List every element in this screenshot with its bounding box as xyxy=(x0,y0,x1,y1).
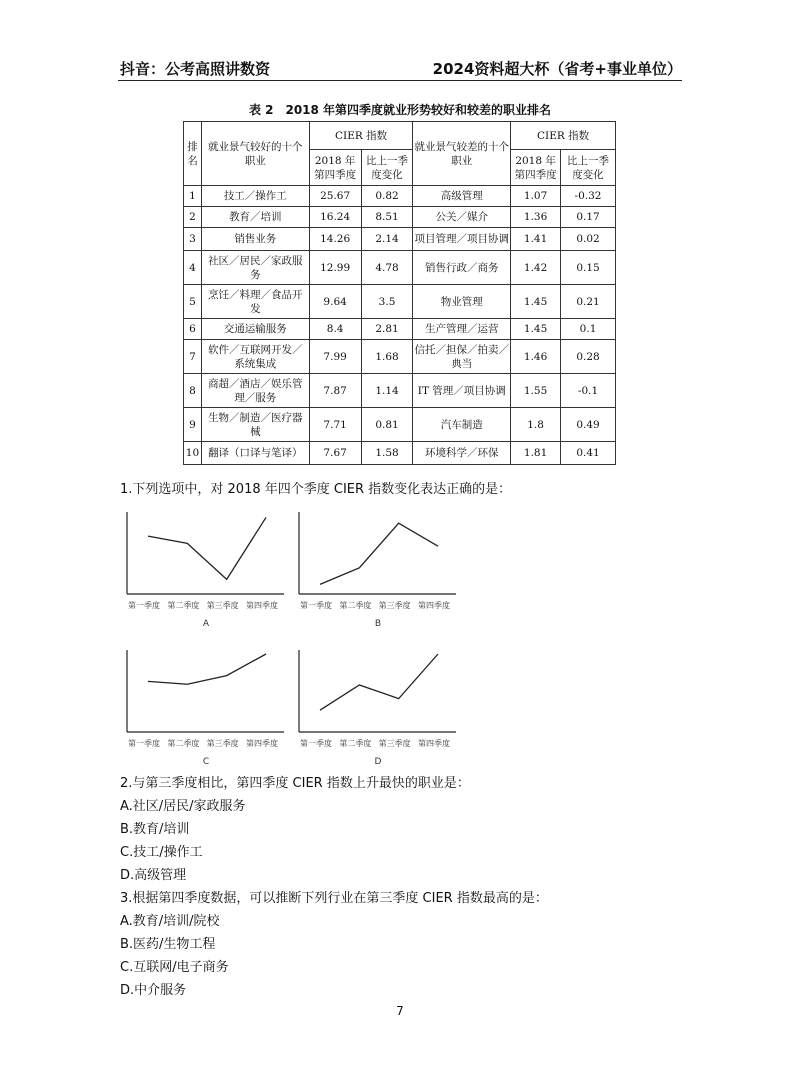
x-tick-label: 第四季度 xyxy=(418,739,450,748)
chart-label: A xyxy=(202,619,210,629)
table-row xyxy=(184,374,616,408)
x-tick-label: 第一季度 xyxy=(128,739,160,748)
table-row xyxy=(184,319,616,340)
good-change-cell: 1.14 xyxy=(361,374,413,408)
good-occupation-cell: 社区／居民／家政服务 xyxy=(201,251,309,285)
bad-change-cell: 0.41 xyxy=(561,442,616,465)
question-2: 2.与第三季度相比，第四季度 CIER 指数上升最快的职业是： xyxy=(120,776,470,791)
x-tick-label: 第三季度 xyxy=(206,739,239,748)
x-tick-label: 第三季度 xyxy=(206,601,239,610)
bad-index-cell: 1.42 xyxy=(511,251,561,285)
chart-label: C xyxy=(202,757,210,767)
col-2018q4-header: 2018 年第四季度 xyxy=(511,150,561,186)
ranking-table xyxy=(183,121,616,465)
bad-index-cell: 1.41 xyxy=(511,228,561,251)
q2-option-a[interactable]: A.社区/居民/家政服务 xyxy=(120,799,246,814)
q2-option-d[interactable]: D.高级管理 xyxy=(120,868,187,883)
q2-option-b[interactable]: B.教育/培训 xyxy=(120,822,190,837)
x-tick-label: 第四季度 xyxy=(418,601,450,610)
bad-occupation-cell: 项目管理／项目协调 xyxy=(413,228,511,251)
good-index-cell: 7.67 xyxy=(309,442,361,465)
chart-c xyxy=(118,646,298,772)
bad-index-cell: 1.36 xyxy=(511,207,561,228)
question-3: 3.根据第四季度数据，可以推断下列行业在第三季度 CIER 指数最高的是： xyxy=(120,891,548,906)
good-occupation-cell: 销售业务 xyxy=(201,228,309,251)
chart-a xyxy=(118,508,298,634)
x-tick-label: 第二季度 xyxy=(339,739,372,748)
x-tick-label: 第一季度 xyxy=(300,601,332,610)
good-change-cell: 2.14 xyxy=(361,228,413,251)
good-index-cell: 7.99 xyxy=(309,340,361,374)
bad-change-cell: 0.15 xyxy=(561,251,616,285)
good-change-cell: 4.78 xyxy=(361,251,413,285)
x-tick-label: 第四季度 xyxy=(246,739,278,748)
col-change-header: 比上一季度变化 xyxy=(561,150,616,186)
bad-index-cell: 1.55 xyxy=(511,374,561,408)
good-index-cell: 14.26 xyxy=(309,228,361,251)
header-right: 2024资料超大杯（省考+事业单位） xyxy=(432,60,682,78)
col-bad-header: 就业景气较差的十个职业 xyxy=(413,122,511,186)
bad-index-cell: 1.8 xyxy=(511,408,561,442)
bad-index-cell: 1.45 xyxy=(511,319,561,340)
bad-index-cell: 1.46 xyxy=(511,340,561,374)
rank-cell: 8 xyxy=(184,374,202,408)
good-occupation-cell: 交通运输服务 xyxy=(201,319,309,340)
x-tick-label: 第二季度 xyxy=(339,601,372,610)
bad-occupation-cell: IT 管理／项目协调 xyxy=(413,374,511,408)
bad-change-cell: -0.1 xyxy=(561,374,616,408)
table-title: 表 2 2018 年第四季度就业形势较好和较差的职业排名 xyxy=(248,103,552,117)
bad-occupation-cell: 销售行政／商务 xyxy=(413,251,511,285)
bad-change-cell: 0.28 xyxy=(561,340,616,374)
good-change-cell: 1.68 xyxy=(361,340,413,374)
bad-change-cell: 0.1 xyxy=(561,319,616,340)
header-rule xyxy=(118,80,682,81)
q3-option-d[interactable]: D.中介服务 xyxy=(120,983,187,998)
q3-option-a[interactable]: A.教育/培训/院校 xyxy=(120,914,220,929)
rank-cell: 10 xyxy=(184,442,202,465)
bad-occupation-cell: 高级管理 xyxy=(413,186,511,207)
col-rank-header: 排名 xyxy=(184,122,202,186)
bad-change-cell: -0.32 xyxy=(561,186,616,207)
col-cier-header: CIER 指数 xyxy=(309,122,413,150)
header-left: 抖音：公考高照讲数资 xyxy=(120,60,271,78)
q2-option-c[interactable]: C.技工/操作工 xyxy=(120,845,203,860)
bad-occupation-cell: 生产管理／运营 xyxy=(413,319,511,340)
bad-occupation-cell: 物业管理 xyxy=(413,285,511,319)
bad-change-cell: 0.49 xyxy=(561,408,616,442)
good-index-cell: 25.67 xyxy=(309,186,361,207)
col-change-header: 比上一季度变化 xyxy=(361,150,413,186)
series-line xyxy=(148,654,266,684)
table-row xyxy=(184,408,616,442)
rank-cell: 6 xyxy=(184,319,202,340)
bad-occupation-cell: 信托／担保／拍卖／典当 xyxy=(413,340,511,374)
good-occupation-cell: 教育／培训 xyxy=(201,207,309,228)
good-occupation-cell: 软件／互联网开发／系统集成 xyxy=(201,340,309,374)
col-2018q4-header: 2018 年第四季度 xyxy=(309,150,361,186)
table-row xyxy=(184,186,616,207)
rank-cell: 5 xyxy=(184,285,202,319)
table-row xyxy=(184,340,616,374)
good-index-cell: 7.71 xyxy=(309,408,361,442)
col-good-header: 就业景气较好的十个职业 xyxy=(201,122,309,186)
x-tick-label: 第二季度 xyxy=(167,739,200,748)
rank-cell: 9 xyxy=(184,408,202,442)
good-change-cell: 0.81 xyxy=(361,408,413,442)
table-row xyxy=(184,442,616,465)
good-index-cell: 8.4 xyxy=(309,319,361,340)
chart-b xyxy=(290,508,470,634)
q3-option-b[interactable]: B.医药/生物工程 xyxy=(120,937,216,952)
table-row xyxy=(184,207,616,228)
series-line xyxy=(320,654,438,710)
q3-option-c[interactable]: C.互联网/电子商务 xyxy=(120,960,229,975)
bad-occupation-cell: 公关／媒介 xyxy=(413,207,511,228)
bad-index-cell: 1.45 xyxy=(511,285,561,319)
good-index-cell: 12.99 xyxy=(309,251,361,285)
good-occupation-cell: 烹饪／料理／食品开发 xyxy=(201,285,309,319)
x-tick-label: 第三季度 xyxy=(378,739,411,748)
question-1: 1.下列选项中，对 2018 年四个季度 CIER 指数变化表达正确的是： xyxy=(120,482,512,497)
col-cier-header: CIER 指数 xyxy=(511,122,616,150)
bad-index-cell: 1.07 xyxy=(511,186,561,207)
good-change-cell: 8.51 xyxy=(361,207,413,228)
bad-index-cell: 1.81 xyxy=(511,442,561,465)
table-row xyxy=(184,251,616,285)
chart-d xyxy=(290,646,470,772)
chart-label: D xyxy=(374,757,382,767)
good-index-cell: 7.87 xyxy=(309,374,361,408)
good-occupation-cell: 商超／酒店／娱乐管理／服务 xyxy=(201,374,309,408)
table-row xyxy=(184,285,616,319)
page-number: 7 xyxy=(396,1004,404,1018)
good-change-cell: 0.82 xyxy=(361,186,413,207)
good-index-cell: 9.64 xyxy=(309,285,361,319)
bad-change-cell: 0.21 xyxy=(561,285,616,319)
good-occupation-cell: 翻译（口译与笔译） xyxy=(201,442,309,465)
table-row xyxy=(184,228,616,251)
rank-cell: 7 xyxy=(184,340,202,374)
series-line xyxy=(320,523,438,584)
good-occupation-cell: 生物／制造／医疗器械 xyxy=(201,408,309,442)
x-tick-label: 第一季度 xyxy=(300,739,332,748)
good-index-cell: 16.24 xyxy=(309,207,361,228)
bad-change-cell: 0.17 xyxy=(561,207,616,228)
rank-cell: 4 xyxy=(184,251,202,285)
good-change-cell: 2.81 xyxy=(361,319,413,340)
rank-cell: 1 xyxy=(184,186,202,207)
bad-occupation-cell: 环境科学／环保 xyxy=(413,442,511,465)
x-tick-label: 第三季度 xyxy=(378,601,411,610)
bad-change-cell: 0.02 xyxy=(561,228,616,251)
x-tick-label: 第四季度 xyxy=(246,601,278,610)
chart-label: B xyxy=(374,619,382,629)
x-tick-label: 第二季度 xyxy=(167,601,200,610)
series-line xyxy=(148,517,266,579)
x-tick-label: 第一季度 xyxy=(128,601,160,610)
good-change-cell: 1.58 xyxy=(361,442,413,465)
good-occupation-cell: 技工／操作工 xyxy=(201,186,309,207)
rank-cell: 3 xyxy=(184,228,202,251)
rank-cell: 2 xyxy=(184,207,202,228)
bad-occupation-cell: 汽车制造 xyxy=(413,408,511,442)
good-change-cell: 3.5 xyxy=(361,285,413,319)
